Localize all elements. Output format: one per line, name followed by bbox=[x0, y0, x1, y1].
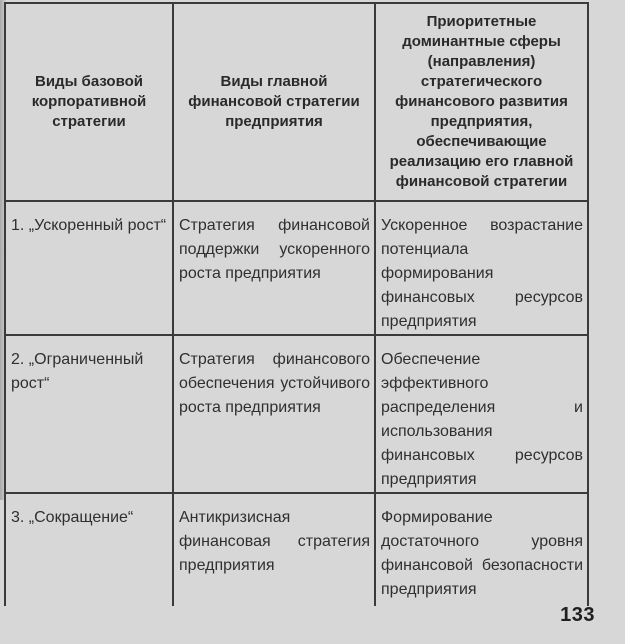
header-label: Приоритетные доминантные сферы (направления) стратегического финансового развития предприятия, обеспечивающие реализацию его главной финансовой стратегии bbox=[389, 13, 574, 190]
table-header-row bbox=[5, 3, 588, 201]
header-basic-strategy bbox=[5, 3, 173, 201]
table-cell bbox=[375, 201, 588, 335]
table-row bbox=[5, 201, 588, 335]
header-priority-spheres bbox=[375, 3, 588, 201]
table-cell bbox=[5, 335, 173, 493]
strategy-table bbox=[4, 2, 589, 606]
cell-text: 1. „Ускоренный рост“ bbox=[11, 217, 167, 234]
cell-text: Антикризисная финансовая стратегия предприятия bbox=[179, 509, 370, 574]
cell-text: Стратегия финансового обеспечения устойчивого роста предприятия bbox=[179, 351, 370, 416]
cell-text: Ускоренное возрастание потенциала формирования финансовых ресурсов предприятия bbox=[381, 217, 583, 330]
cell-text: Обеспечение эффективного распределения и использования финансовых ресурсов предприятия bbox=[381, 351, 583, 488]
table-row bbox=[5, 335, 588, 493]
table-cell bbox=[375, 335, 588, 493]
header-label: Виды главной финансовой стратегии предприятия bbox=[188, 73, 360, 130]
header-financial-strategy bbox=[173, 3, 375, 201]
table-cell bbox=[375, 493, 588, 606]
table-cell bbox=[173, 335, 375, 493]
cell-text: 3. „Сокращение“ bbox=[11, 509, 134, 526]
table-cell bbox=[5, 493, 173, 606]
table-cell bbox=[173, 201, 375, 335]
cell-text: 2. „Ограниченный рост“ bbox=[11, 351, 144, 392]
cell-text: Формирование достаточного уровня финансовой безопасности предприятия bbox=[381, 509, 583, 598]
table-row bbox=[5, 493, 588, 606]
cell-text: Стратегия финансовой поддержки ускоренного роста предприятия bbox=[179, 217, 370, 282]
header-label: Виды базовой корпоративной стратегии bbox=[31, 73, 147, 130]
page-number: 133 bbox=[560, 604, 595, 626]
table-cell bbox=[5, 201, 173, 335]
table-cell bbox=[173, 493, 375, 606]
